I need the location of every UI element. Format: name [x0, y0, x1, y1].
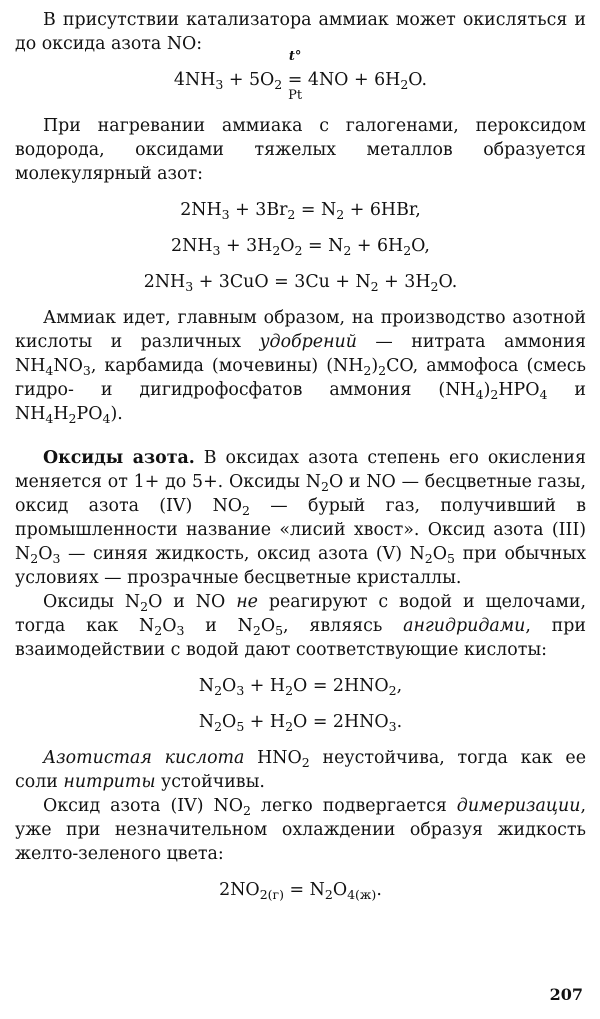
fertilizers-term: удобрений: [259, 332, 357, 352]
paragraph-molecular-nitrogen: При нагревании аммиака с галогенами, пероксидом водорода, оксидами тяжелых металлов образуется молекулярный азот:: [15, 116, 586, 184]
page-number: 207: [549, 985, 583, 1004]
reactivity-text-3: , при взаимодействии с водой дают соответствующие кислоты:: [15, 616, 586, 660]
condition-catalyst: Pt: [288, 88, 303, 103]
paragraph-oxides-reactivity: [15, 590, 586, 662]
nitrous-text-1: $HNO_2$ неустойчива, тогда как ее соли: [15, 748, 587, 792]
equation-right-side: $4NO + 6H_2O$.: [302, 70, 428, 92]
paragraph-nitrogen-oxides: [15, 446, 586, 590]
equation-nitric-acid: $N_2O_5 + H_2O = 2HNO_3$.: [198, 712, 403, 734]
equation-dimerization: $2NO_{2(г)} = N_2O_{4(ж)}$.: [219, 880, 382, 902]
paragraph-nitrous-acid: [15, 746, 586, 794]
reactivity-text-1: Оксиды $N_2O$ и NO: [43, 592, 237, 614]
anhydrides-term: ангидридами: [403, 616, 526, 636]
reactivity-text-2: реагируют с водой и щелочами, тогда как $N_2O_3$ и $N_2O_5$, являясь: [15, 592, 586, 638]
paragraph-catalytic-oxidation: В присутствии катализатора аммиак может окисляться и до оксида азота NO:: [15, 10, 586, 54]
dimerization-term: димеризации: [456, 796, 581, 816]
paragraph-dimerization: [15, 794, 586, 866]
reaction-condition-sign: [287, 49, 303, 103]
nitrous-acid-term: Азотистая кислота: [43, 748, 245, 768]
equals-sign: =: [287, 70, 303, 90]
equation-nitrous-acid: $N_2O_3 + H_2O = 2HNO_2$,: [198, 676, 403, 698]
nitrites-term: нитриты: [63, 772, 156, 792]
equation-left-side: $4NH_3 + 5O_2$: [173, 70, 283, 92]
oxides-text: В оксидах азота степень его окисления меняется от 1+ до 5+. Оксиды $N_2O$ и NO — бесцветные газы, оксид азота (IV) $NO_2$ — бурый газ, получивший в промышленности название «лисий хвост». Оксид азота (III) $N_2O_3$ — синяя жидкость, оксид азота (V) $N_2O_5$ при обычных условиях — прозрачные бесцветные кристаллы.: [15, 448, 586, 588]
not-emphasis: не: [236, 592, 258, 612]
uses-text-start: Аммиак идет, главным образом, на производство азотной кислоты и различных: [15, 308, 586, 352]
condition-temperature: t°: [288, 49, 302, 64]
nitrous-text-2: устойчивы.: [155, 772, 265, 792]
equation-bromine: $2NH_3 + 3Br_2 = N_2 + 6HBr$,: [180, 200, 421, 222]
equation-peroxide: $2NH_3 + 3H_2O_2 = N_2 + 6H_2O$,: [171, 236, 430, 258]
equation-copper-oxide: $2NH_3 + 3CuO = 3Cu + N_2 + 3H_2O$.: [143, 272, 458, 294]
equation-catalytic-oxidation: [15, 49, 586, 114]
uses-text-end: — нитрата аммония $NH_4NO_3$, карбамида (мочевины) $(NH_2)_2CO$, аммофоса (смесь гидро- и дигидрофосфатов аммония $(NH_4)_2HPO_4$ и $NH_4H_2PO_4$).: [15, 332, 587, 426]
dimerization-text-1: Оксид азота (IV) $NO_2$ легко подвергается: [43, 796, 457, 818]
dimerization-text-2: , уже при незначительном охлаждении образуя жидкость желто-зеленого цвета:: [15, 796, 586, 864]
paragraph-ammonia-uses: [15, 306, 586, 426]
section-heading: Оксиды азота.: [43, 448, 195, 468]
